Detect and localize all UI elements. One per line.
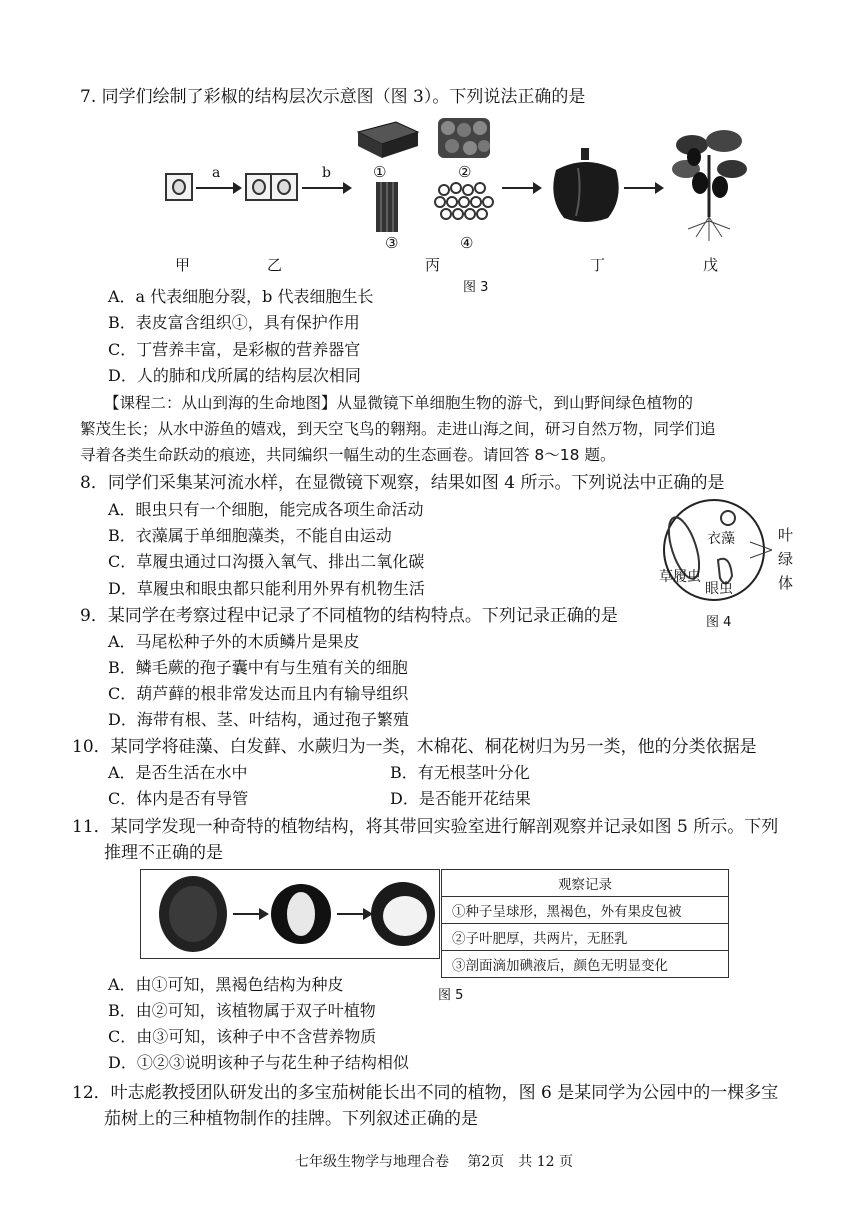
- seed-dissection-images: [141, 870, 439, 958]
- q10-option-b: B．有无根茎叶分化: [390, 763, 530, 782]
- page-footer: 七年级生物学与地理合卷 第2页 共 12 页: [294, 1154, 574, 1170]
- q8-stem: 8．同学们采集某河流水样，在显微镜下观察，结果如图 4 所示。下列说法中正确的是: [80, 473, 725, 493]
- course2-line-3: 寻着各类生命跃动的痕迹，共同编织一幅生动的生态画卷。请回答 8～18 题。: [80, 446, 616, 464]
- q11-option-c: C．由③可知，该种子中不含营养物质: [108, 1027, 377, 1046]
- q7-option-b: B．表皮富含组织①，具有保护作用: [108, 313, 360, 332]
- stage-label-ding: 丁: [590, 256, 606, 274]
- tissue-4-label: ④: [460, 234, 474, 252]
- q10-stem: 10．某同学将硅藻、白发藓、水蕨归为一类，木棉花、桐花树归为另一类，他的分类依据是: [72, 737, 757, 757]
- q11-stem-line-2: 推理不正确的是: [104, 843, 223, 863]
- q9-option-d: D．海带有根、茎、叶结构，通过孢子繁殖: [108, 710, 409, 729]
- tissue-4-image: [435, 183, 493, 219]
- figure-3-caption: 图 3: [463, 280, 489, 295]
- nucleus: [252, 179, 266, 195]
- course2-line-2: 繁茂生长；从水中游鱼的嬉戏，到天空飞鸟的翱翔。走进山海之间，研习自然万物，同学们追: [80, 420, 716, 438]
- q11-option-b: B．由②可知，该植物属于双子叶植物: [108, 1001, 376, 1020]
- record-row-2: ②子叶肥厚，共两片，无胚乳: [442, 924, 729, 951]
- q12-stem-line-1: 12．叶志彪教授团队研发出的多宝茄树能长出不同的植物，图 6 是某同学为公园中的一棵多宝: [72, 1083, 779, 1103]
- label-ti: 体: [778, 574, 794, 592]
- tissue-3-label: ③: [385, 234, 399, 252]
- arrow-b-label: b: [322, 165, 331, 181]
- arrow-to-organ: [502, 187, 540, 189]
- q11-stem-line-1: 11．某同学发现一种奇特的植物结构，将其带回实验室进行解剖观察并记录如图 5 所示。下列: [72, 817, 779, 837]
- observation-record-table: [441, 869, 729, 978]
- pepper-plant-image: [666, 125, 752, 245]
- single-cell-jia: [165, 173, 193, 201]
- stage-label-wu: 戊: [703, 256, 719, 274]
- q10-option-a: A．是否生活在水中: [108, 763, 248, 782]
- tissue-3-image: [376, 182, 398, 232]
- stage-label-jia: 甲: [175, 256, 191, 274]
- q10-option-d: D．是否能开花结果: [390, 789, 531, 808]
- q7-option-a: A．a 代表细胞分裂，b 代表细胞生长: [108, 287, 374, 306]
- q11-option-a: A．由①可知，黑褐色结构为种皮: [108, 975, 344, 994]
- tissue-2-image: [438, 118, 490, 158]
- label-lv: 绿: [778, 550, 794, 568]
- q8-option-c: C．草履虫通过口沟摄入氧气、排出二氧化碳: [108, 552, 425, 571]
- q12-stem-line-2: 茄树上的三种植物制作的挂牌。下列叙述正确的是: [104, 1109, 478, 1129]
- nucleus: [277, 179, 291, 195]
- seed-photos-panel: [140, 869, 440, 959]
- q8-option-d: D．草履虫和眼虫都只能利用外界有机物生活: [108, 579, 425, 598]
- label-caolvchong: 草履虫: [659, 569, 701, 585]
- arrow-b: [302, 187, 350, 189]
- figure-5-caption: 图 5: [438, 988, 464, 1003]
- figure-4-caption: 图 4: [706, 615, 732, 630]
- tissue-2-label: ②: [458, 163, 472, 181]
- q8-option-a: A．眼虫只有一个细胞，能完成各项生命活动: [108, 500, 424, 519]
- record-row-1: ①种子呈球形，黑褐色，外有果皮包被: [442, 897, 729, 924]
- divided-cell-right: [270, 173, 298, 201]
- q7-option-c: C．丁营养丰富，是彩椒的营养器官: [108, 340, 361, 359]
- stage-label-yi: 乙: [267, 256, 283, 274]
- arrow-a-label: a: [212, 165, 221, 181]
- stage-label-bing: 丙: [425, 256, 441, 274]
- pepper-fruit-image: [548, 148, 624, 224]
- q8-option-b: B．衣藻属于单细胞藻类，不能自由运动: [108, 526, 392, 545]
- arrow-to-plant: [624, 187, 662, 189]
- tissue-1-label: ①: [373, 163, 387, 181]
- arrow-a: [196, 187, 240, 189]
- record-row-3: ③剖面滴加碘液后，颜色无明显变化: [442, 951, 729, 978]
- q9-option-b: B．鳞毛蕨的孢子囊中有与生殖有关的细胞: [108, 658, 408, 677]
- divided-cell-left: [245, 173, 273, 201]
- q7-option-d: D．人的肺和戊所属的结构层次相同: [108, 366, 361, 385]
- label-yizao: 衣藻: [707, 531, 735, 547]
- record-title: 观察记录: [442, 870, 729, 897]
- course2-line-1: 【课程二：从山到海的生命地图】从显微镜下单细胞生物的游弋，到山野间绿色植物的: [104, 394, 694, 412]
- nucleus: [172, 179, 186, 195]
- label-yanchong: 眼虫: [705, 581, 733, 597]
- tissue-1-image: [358, 122, 418, 158]
- q10-option-c: C．体内是否有导管: [108, 789, 249, 808]
- label-ye: 叶: [778, 526, 794, 544]
- q9-option-a: A．马尾松种子外的木质鳞片是果皮: [108, 632, 360, 651]
- q7-stem: 7. 同学们绘制了彩椒的结构层次示意图（图 3）。下列说法正确的是: [80, 87, 586, 107]
- q11-option-d: D．①②③说明该种子与花生种子结构相似: [108, 1053, 409, 1072]
- q9-stem: 9．某同学在考察过程中记录了不同植物的结构特点。下列记录正确的是: [80, 606, 618, 626]
- q9-option-c: C．葫芦藓的根非常发达而且内有输导组织: [108, 684, 409, 703]
- tissue-images: [352, 118, 502, 253]
